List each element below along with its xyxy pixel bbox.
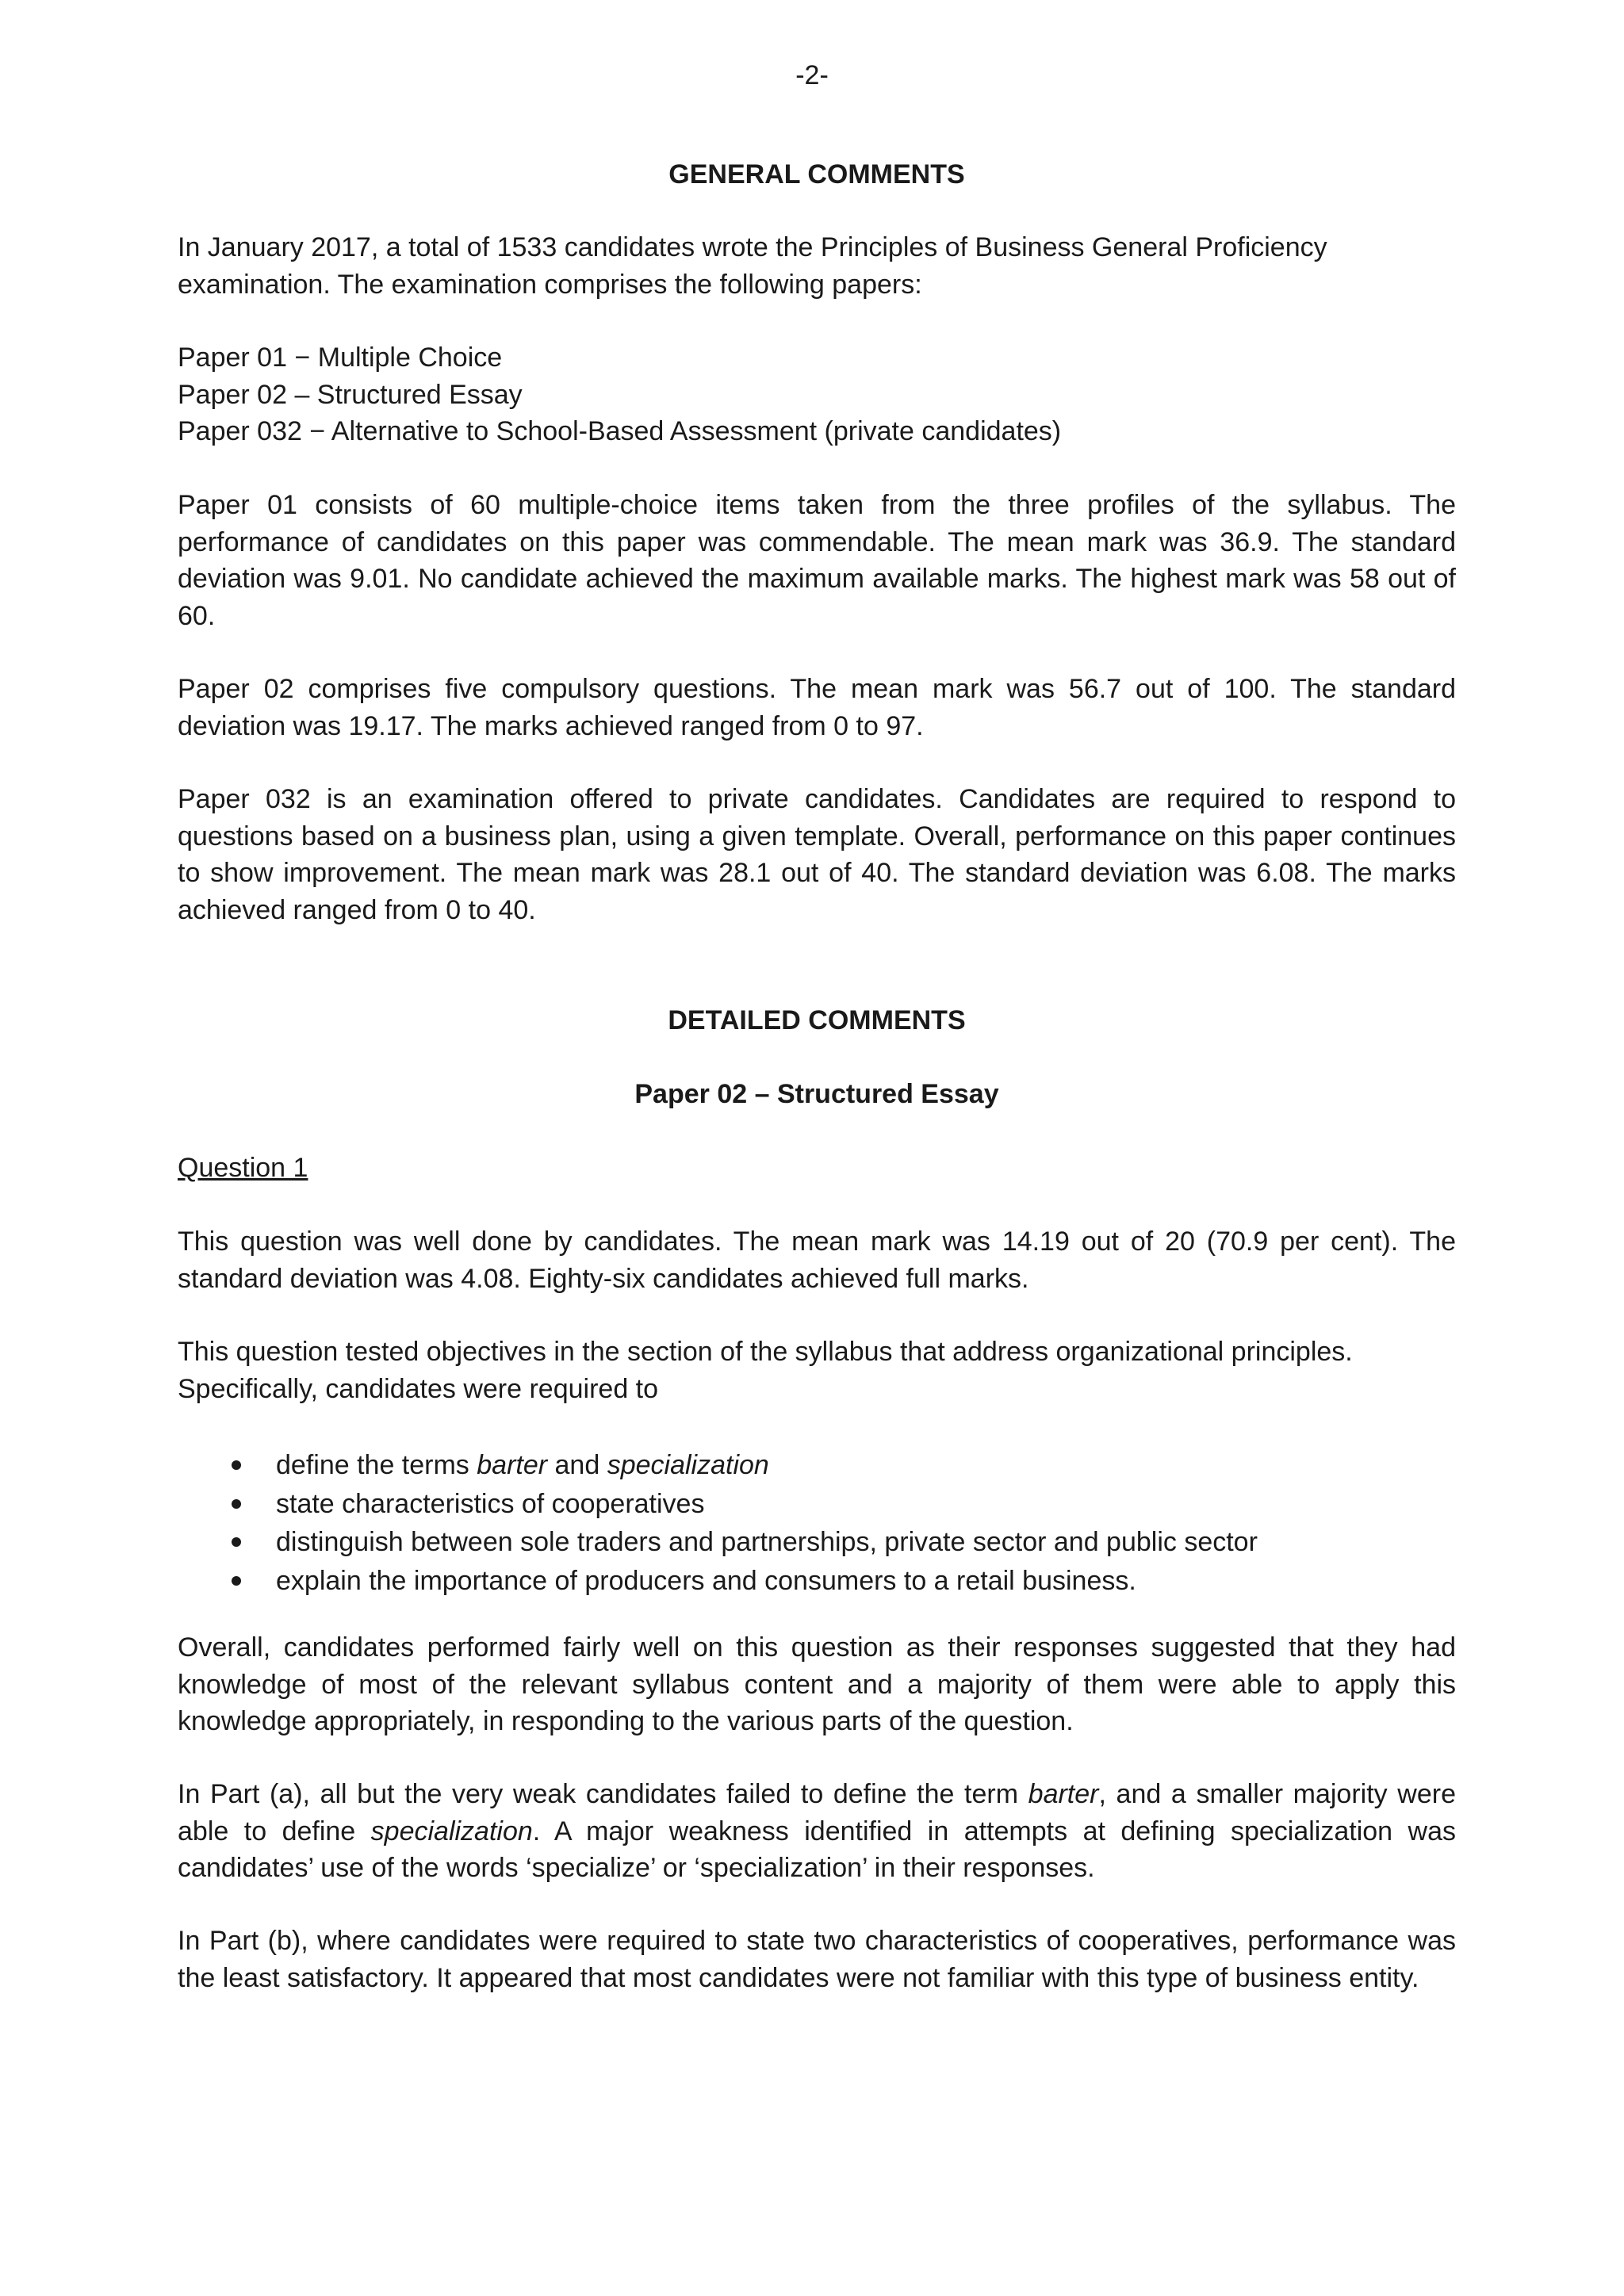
part-a-block [178, 1776, 1456, 1887]
intro-paragraph: In January 2017, a total of 1533 candidates wrote the Principles of Business General Proficiency examination. The examination comprises the following papers: [178, 232, 1327, 300]
paper02-block [178, 671, 1456, 744]
intro-block [178, 229, 1456, 303]
paper02-subheading: Paper 02 – Structured Essay [634, 1079, 999, 1109]
paper02-paragraph: Paper 02 comprises five compulsory questions. The mean mark was 56.7 out of 100. The standard deviation was 19.17. The marks achieved ranged from 0 to 97. [178, 674, 1456, 741]
question-title-block [178, 1150, 1456, 1187]
bullet-text: state characteristics of cooperatives [276, 1488, 705, 1519]
q1-summary-paragraph: This question was well done by candidates. The mean mark was 14.19 out of 20 (70.9 per cent). The standard deviation was 4.08. Eighty-six candidates achieved full marks. [178, 1226, 1456, 1294]
paper-line-032: Paper 032 − Alternative to School-Based Assessment (private candidates) [178, 416, 1062, 446]
q1-objectives-block [178, 1334, 1456, 1407]
bullet-dot-icon [232, 1460, 241, 1470]
bullet-item [178, 1523, 1456, 1562]
question-1-title: Question 1 [178, 1153, 308, 1183]
bullet-item [178, 1562, 1456, 1601]
bullet-item [178, 1446, 1456, 1485]
q1-summary-block [178, 1223, 1456, 1297]
paper032-paragraph: Paper 032 is an examination offered to private candidates. Candidates are required to respond to questions based on a business plan, using a given template. Overall, performance on this paper continues to show improvement. The mean mark was 28.1 out of 40. The standard deviation was 6.08. The marks achieved ranged from 0 to 40. [178, 784, 1456, 925]
part-a-text-pre: In Part (a), all but the very weak candidates failed to define the term [178, 1779, 1028, 1809]
paper-line-02: Paper 02 – Structured Essay [178, 379, 523, 410]
q1-objectives-paragraph: This question tested objectives in the section of the syllabus that address organizational principles. Specifically, candidates were required to [178, 1337, 1353, 1404]
page-number: -2- [795, 60, 829, 90]
part-a-paragraph [178, 1776, 1456, 1887]
objectives-bullet-list [178, 1446, 1456, 1600]
bullet-text: explain the importance of producers and consumers to a retail business. [276, 1565, 1136, 1596]
papers-list [178, 339, 1456, 450]
detailed-comments-heading: DETAILED COMMENTS [668, 1005, 966, 1035]
term-barter: barter [1028, 1779, 1099, 1809]
bullet-text: distinguish between sole traders and partnerships, private sector and public sector [276, 1527, 1258, 1557]
part-b-paragraph: In Part (b), where candidates were required to state two characteristics of cooperatives, performance was the least satisfactory. It appeared that most candidates were not familiar with this type of business entity. [178, 1926, 1456, 1993]
paper032-block [178, 781, 1456, 928]
overall-block [178, 1629, 1456, 1740]
bullet-dot-icon [232, 1576, 241, 1586]
overall-paragraph: Overall, candidates performed fairly well on this question as their responses suggested that they had knowledge of most of the relevant syllabus content and a majority of them were able to apply this knowledge appropriately, in responding to the various parts of the question. [178, 1632, 1456, 1736]
paper01-paragraph: Paper 01 consists of 60 multiple-choice items taken from the three profiles of the syllabus. The performance of candidates on this paper was commendable. The mean mark was 36.9. The standard deviation was 9.01. No candidate achieved the maximum available marks. The highest mark was 58 out of 60. [178, 490, 1456, 631]
term-specialization: specialization [370, 1816, 533, 1846]
part-a-text-post: . A major weakness identified in attempts at defining specialization was candidates’ use of the words ‘specialize’ or ‘specialization’ in their responses. [178, 1816, 1456, 1883]
part-b-block [178, 1923, 1456, 1996]
general-comments-section [178, 156, 1456, 193]
bullet-dot-icon [232, 1537, 241, 1547]
term-barter: barter [477, 1450, 548, 1480]
paper02-subheading-block [178, 1076, 1456, 1113]
general-comments-heading: GENERAL COMMENTS [668, 159, 965, 189]
paper01-block [178, 487, 1456, 634]
bullet-text-pre: define the terms [276, 1450, 477, 1480]
part-a-text-mid: , and a smaller majority were able to define [178, 1779, 1456, 1846]
bullet-item [178, 1485, 1456, 1524]
detailed-comments-section [178, 1002, 1456, 1039]
bullet-dot-icon [232, 1499, 241, 1509]
bullet-text-mid: and [547, 1450, 607, 1480]
paper-line-01: Paper 01 − Multiple Choice [178, 342, 503, 373]
term-specialization: specialization [607, 1450, 769, 1480]
